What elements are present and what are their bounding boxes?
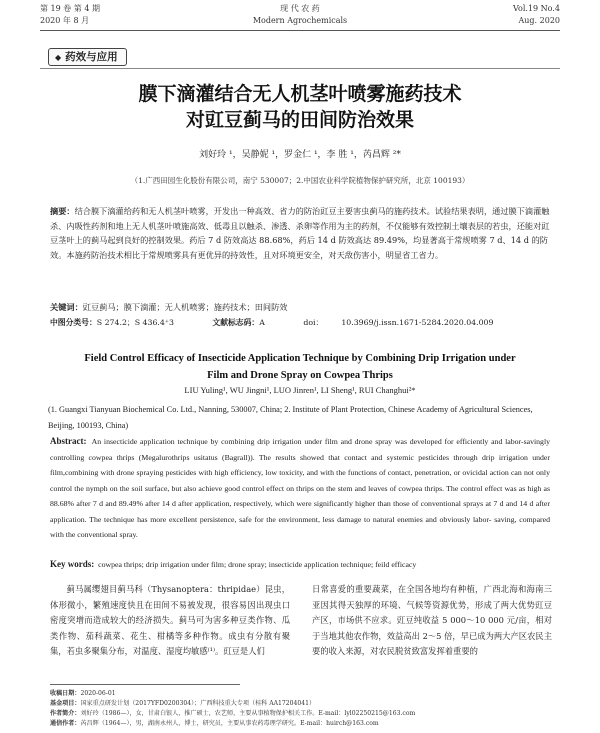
- volume-issue-en: Vol.19 No.4 Aug. 2020: [513, 4, 560, 25]
- chinese-affiliation: （1.广西田园生化股份有限公司，南宁 530007；2.中国农业科学院植物保护研究所，北京 100193）: [130, 176, 470, 185]
- body-column-left: 蓟马属缨翅目蓟马科（Thysanoptera：thripidae）昆虫，体形微小，繁殖速度快且在田间不易被发现，很容易因出现虫口密度突增而造成较大的经济损失。蓟马可为害多种豆类作物、瓜类作物、茄科蔬菜、花生、柑橘等多种作物。成虫有分散有聚集，若虫多聚集分布，对温度、湿度均敏感⁽¹⁾。豇豆是人们: [50, 584, 290, 657]
- doi: doi： 10.3969/j.issn.1671-5284.2020.04.009: [303, 318, 494, 327]
- header-divider: [40, 30, 560, 31]
- chinese-authors: 刘好玲 ¹，吴静妮 ¹，罗金仁 ¹，李 胜 ¹，芮昌辉 ²*: [199, 150, 401, 160]
- keywords-label: Key words:: [50, 559, 95, 569]
- journal-name: 现 代 农 药 Modern Agrochemicals: [252, 4, 348, 25]
- english-keywords: Key words: cowpea thrips; drip irrigation under film; drone spray; insecticide application technique; feild efficacy: [50, 559, 417, 569]
- document-code: 文献标志码：A: [212, 318, 265, 327]
- english-title: Field Control Efficacy of Insecticide Application Technique by Combining Drip Irrigation under Film and Drone Spray on Cowpea Thrips: [84, 353, 516, 381]
- keywords-label: 关键词：: [50, 302, 83, 312]
- footnote-divider: [50, 684, 240, 685]
- body-column-right: 日常喜爱的重要蔬菜，在全国各地均有种植，广西北海和海南三亚因其得天独厚的环境、气候等资源优势，形成了两大优势豇豆产区，市场供不应求。豇豆纯收益 5 000～10 000 元/亩，相对于当地其他农作物，效益高出 2～5 倍，早已成为两大产区农民主要的收入来源，对农民脱贫致富发挥着重要的: [312, 584, 552, 657]
- section-divider: [40, 68, 560, 69]
- footnote-fund: 基金项目：国家重点研发计划（2017YFD0200304）；广西科技重大专项（桂科 AA17204041）: [50, 700, 316, 707]
- footnote-received: 收稿日期：2020-06-01: [50, 690, 116, 697]
- section-tag: ◆ 药效与应用: [48, 48, 127, 66]
- footnote-author: 作者简介：刘好玲（1986—），女，甘肃白银人，推广硕士，农艺师，主要从事植物保护相关工作。E-mail：lyl02250215@163.com: [50, 710, 416, 717]
- diamond-icon: ◆: [55, 53, 62, 62]
- abstract-text: An insecticide application technique by combining drip irrigation under film and drone spray was developed for efficiently and labor-savingly controlling cowpea thrips (Megalurothrips usitatus (Bagrall)). The results showed that contact and systemic pesticides through drip irrigation under film,combining with drone spraying pesticides with high efficiency, low toxicity, and with the functions of contact, penetration, or ovicidal action can not only control the nymph on the soil surface, but also achieve good control effect on thrips on the stem and leaves of cowpea thrips. The control effect was as high as 88.68% after 7 d and 89.49% after 14 d after application, respectively, which were significantly higher than those of conventional sprays at 7 d and 14 d after application. The technique has more excellent persistence, safe for the environment, less damage to natural enemies and obviously labor- saving, compared with the conventional spray.: [50, 437, 551, 539]
- abstract-text: 结合膜下滴灌给药和无人机茎叶喷雾，开发出一种高效、省力的防治豇豆主要害虫蓟马的施药技术。试验结果表明，通过膜下滴灌触杀、内吸性药剂和地上无人机茎叶喷施高效、低毒且以触杀、渗透、杀卵等作用为主的药剂，不仅能够有效控制土壤表层的若虫，还能对豇豆茎叶上的蓟马起到良好的控制效果。药后 7 d 防效高达 88.68%，药后 14 d 防效高达 89.49%，均显著高于常规喷雾 7 d、14 d 的防效。本施药防治技术相比于常规喷雾具有更优异的持效性，且对环境更安全，对天敌伤害小，明显省工省力。: [50, 206, 550, 260]
- volume-issue: 第 19 卷 第 4 期 2020 年 8 月: [40, 4, 100, 25]
- english-affiliation: (1. Guangxi Tianyuan Biochemical Co. Ltd., Nanning, 530007, China; 2. Institute of Plant Protection, Chinese Academy of Agricultural Sciences, Beijing, 100193, China): [48, 405, 533, 430]
- chinese-keywords: 关键词：豇豆蓟马；膜下滴灌；无人机喷雾；施药技术；田间防效: [50, 302, 288, 312]
- chinese-title: 膜下滴灌结合无人机茎叶喷雾施药技术 对豇豆蓟马的田间防治效果: [138, 83, 462, 131]
- clc-number: 中图分类号：S 274.2；S 436.4⁺3: [50, 318, 174, 327]
- classification-line: [50, 317, 550, 329]
- english-abstract: [50, 434, 550, 543]
- footnote-corresponding: 通信作者：芮昌辉（1964—），男，湖南永州人，博士，研究员，主要从事农药毒理学研究。E-mail：huirch@163.com: [50, 720, 379, 727]
- abstract-label: 摘要：: [50, 206, 75, 216]
- abstract-label: Abstract:: [50, 436, 87, 446]
- english-authors: LIU Yuling¹, WU Jingni¹, LUO Jinren¹, LI Sheng¹, RUI Changhui²*: [184, 385, 416, 395]
- chinese-abstract: [50, 204, 550, 262]
- running-header: [40, 3, 560, 29]
